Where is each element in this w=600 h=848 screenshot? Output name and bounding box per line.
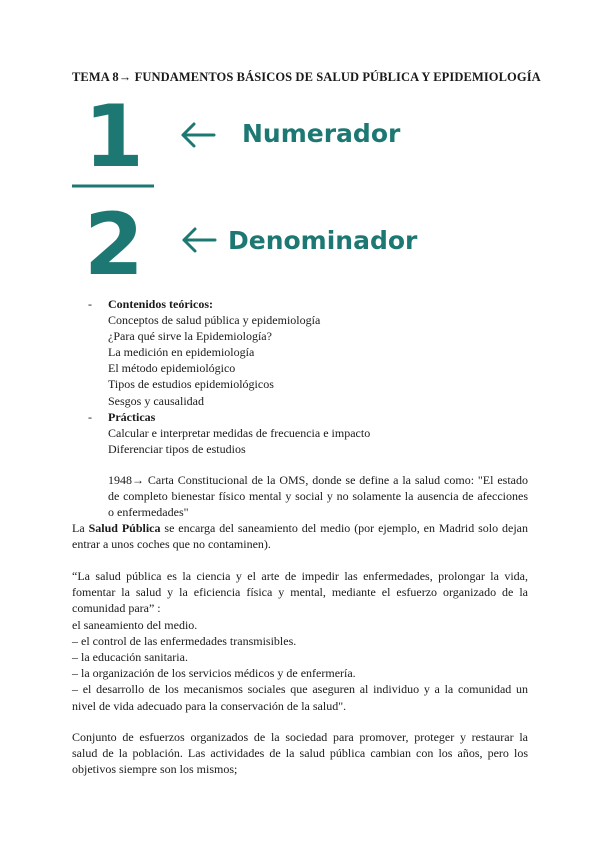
text-line: fomentar la salud y la eficiencia física y mental, mediante el esfuerzo organizado de la — [72, 585, 528, 600]
numerator-label: Numerador — [242, 119, 401, 148]
text-line: entrar a unos coches que no contaminen). — [72, 537, 271, 552]
arrow-left-icon — [184, 229, 215, 251]
text-fragment: se encarga del saneamiento del medio (por ejemplo, en Madrid solo dejan — [160, 521, 528, 535]
definition-quote — [72, 568, 528, 714]
page-title: TEMA 8→ FUNDAMENTOS BÁSICOS DE SALUD PÚBLICA Y EPIDEMIOLOGÍA — [72, 70, 541, 84]
oms-note — [108, 472, 528, 521]
list-item: Tipos de estudios epidemiológicos — [108, 377, 274, 392]
list-item: La medición en epidemiología — [108, 345, 255, 360]
text-fragment: La — [72, 521, 89, 535]
bullet-dash: - — [88, 297, 92, 311]
text-line — [72, 520, 528, 536]
numerator-digit: 1 — [84, 87, 144, 187]
list-item: Conceptos de salud pública y epidemiología — [108, 313, 321, 328]
list-item: El método epidemiológico — [108, 361, 236, 376]
text-line: de completo bienestar físico mental y social y no solamente la ausencia de afecciones — [108, 489, 528, 504]
salud-publica-paragraph — [72, 520, 528, 552]
text-line: nivel de vida adecuado para la conservación de la salud". — [72, 698, 347, 713]
text-line: 1948→ Carta Constitucional de la OMS, donde se define a la salud como: "El estado — [108, 473, 528, 487]
text-line: o enfermedades" — [108, 505, 189, 520]
fraction-illustration — [72, 87, 432, 295]
efforts-paragraph — [72, 729, 528, 778]
list-item: Sesgos y causalidad — [108, 393, 204, 408]
list-item: Diferenciar tipos de estudios — [108, 441, 246, 456]
contents-list — [88, 296, 370, 457]
contents-heading — [88, 296, 370, 312]
text-line: – la educación sanitaria. — [72, 650, 188, 665]
text-line: “La salud pública es la ciencia y el arte de impedir las enfermedades, prolongar la vida, — [72, 569, 528, 583]
practicas-heading — [88, 409, 370, 425]
text-line: salud de la población. Las actividades de la salud pública cambian con los años, pero los — [72, 746, 528, 761]
text-line: objetivos siempre son los mismos; — [72, 762, 238, 777]
denominator-digit: 2 — [84, 195, 144, 295]
contents-heading-text: Contenidos teóricos: — [108, 297, 213, 311]
text-line: comunidad para” : — [72, 601, 161, 616]
bullet-dash: - — [88, 409, 92, 424]
denominator-label: Denominador — [228, 226, 418, 255]
list-item: Calcular e interpretar medidas de frecuencia e impacto — [108, 425, 371, 440]
arrow-left-icon — [183, 124, 214, 146]
text-line: – el desarrollo de los mecanismos sociales que aseguren al individuo y a la comunidad un — [72, 682, 528, 697]
text-line: – la organización de los servicios médicos y de enfermería. — [72, 666, 356, 681]
text-line: Conjunto de esfuerzos organizados de la sociedad para promover, proteger y restaurar la — [72, 730, 528, 744]
practicas-heading-text: Prácticas — [108, 409, 156, 424]
text-line: el saneamiento del medio. — [72, 617, 198, 632]
bold-term: Salud Pública — [88, 521, 161, 535]
text-line: – el control de las enfermedades transmisibles. — [72, 633, 297, 648]
list-item: ¿Para qué sirve la Epidemiología? — [108, 329, 272, 344]
